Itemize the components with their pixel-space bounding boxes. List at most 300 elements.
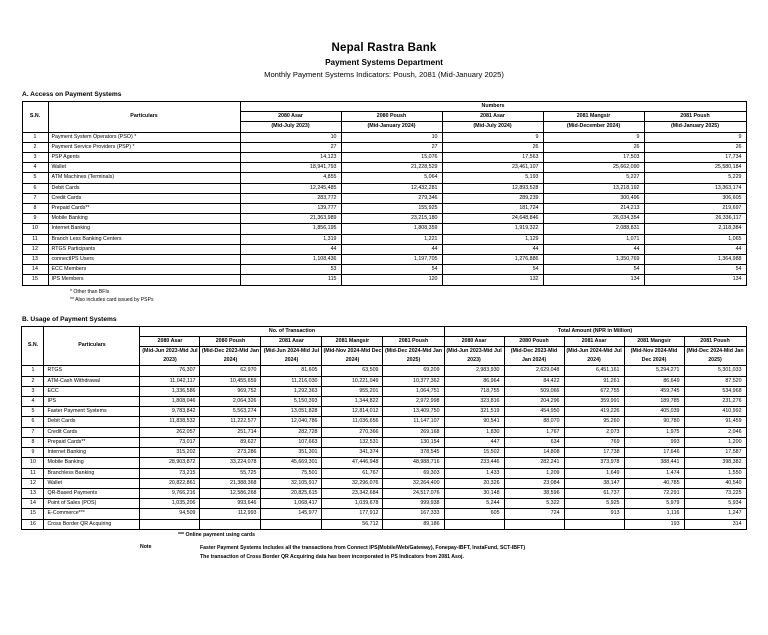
row-count xyxy=(200,519,261,529)
row-sn: 2 xyxy=(22,376,44,386)
row-value: 27 xyxy=(240,142,341,152)
page-title: Nepal Rastra Bank xyxy=(331,42,437,54)
table-row xyxy=(22,244,746,254)
table-row xyxy=(22,183,746,193)
row-value: 1,108,436 xyxy=(240,255,341,265)
col-header-sn-b: S.N. xyxy=(22,326,44,366)
col-header-particulars-b: Particulars xyxy=(44,326,140,366)
row-sn: 4 xyxy=(22,163,48,173)
row-amount: 454,950 xyxy=(504,407,564,417)
row-value: 9 xyxy=(442,132,543,142)
document-header xyxy=(0,42,768,79)
row-count: 132,531 xyxy=(322,437,383,447)
row-particular: Mobile Banking xyxy=(48,214,240,224)
row-value: 2,088,831 xyxy=(543,224,644,234)
row-count xyxy=(140,519,200,529)
row-count: 32,105,917 xyxy=(261,478,322,488)
col-header-period-bottom-3: (Mid-December 2024) xyxy=(543,122,644,132)
row-value: 18,941,793 xyxy=(240,163,341,173)
row-value: 13,218,192 xyxy=(543,183,644,193)
row-count: 378,545 xyxy=(383,448,444,458)
row-value: 1,221 xyxy=(341,234,442,244)
row-count: 32,264,400 xyxy=(383,478,444,488)
row-value: 120 xyxy=(341,275,442,285)
row-amount: 1,209 xyxy=(504,468,564,478)
row-count: 69,209 xyxy=(383,366,444,376)
row-particular: E-Commerce*** xyxy=(44,509,140,519)
row-count: 32,296,076 xyxy=(322,478,383,488)
row-value: 1,364,988 xyxy=(644,255,746,265)
row-amount: 87,520 xyxy=(684,376,746,386)
col-header-columns_count-bottom-1: (Mid-Dec 2023-Mid Jan 2024) xyxy=(200,347,261,366)
row-count: 5,563,274 xyxy=(200,407,261,417)
row-amount: 5,244 xyxy=(444,499,504,509)
table-row xyxy=(22,458,746,468)
row-count: 130,154 xyxy=(383,437,444,447)
col-header-sn: S.N. xyxy=(22,102,48,133)
row-amount: 410,992 xyxy=(684,407,746,417)
row-particular: RTGS Participants xyxy=(48,244,240,254)
col-header-columns_count-bottom-2: (Mid-Jun 2024-Mid Jul 2024) xyxy=(261,347,322,366)
row-count: 45,669,301 xyxy=(261,458,322,468)
row-count: 262,057 xyxy=(140,427,200,437)
row-count: 1,292,363 xyxy=(261,386,322,396)
row-value: 283,772 xyxy=(240,193,341,203)
row-count: 73,215 xyxy=(140,468,200,478)
row-count xyxy=(261,519,322,529)
row-value: 25,580,184 xyxy=(644,163,746,173)
row-value: 27 xyxy=(341,142,442,152)
row-amount: 88,070 xyxy=(504,417,564,427)
row-amount: 30,148 xyxy=(444,488,504,498)
row-amount: 40,540 xyxy=(684,478,746,488)
row-particular: Internet Banking xyxy=(44,448,140,458)
row-sn: 9 xyxy=(22,214,48,224)
row-sn: 7 xyxy=(22,427,44,437)
row-amount: 321,519 xyxy=(444,407,504,417)
row-amount: 5,925 xyxy=(564,499,624,509)
row-count: 251,714 xyxy=(200,427,261,437)
row-amount: 993 xyxy=(624,437,684,447)
row-particular: ECC Members xyxy=(48,265,240,275)
col-header-columns_count-bottom-3: (Mid-Nov 2024-Mid Dec 2024) xyxy=(322,347,383,366)
row-value: 1,071 xyxy=(543,234,644,244)
row-value: 13,363,174 xyxy=(644,183,746,193)
row-value: 15,076 xyxy=(341,153,442,163)
row-count: 2,972,998 xyxy=(383,397,444,407)
row-count: 112,993 xyxy=(200,509,261,519)
row-count: 9,766,216 xyxy=(140,488,200,498)
row-value: 44 xyxy=(543,244,644,254)
row-particular: Credit Cards xyxy=(48,193,240,203)
col-header-columns_amount-bottom-2: (Mid-Jun 2024-Mid Jul 2024) xyxy=(564,347,624,366)
table-row xyxy=(22,366,746,376)
row-count: 969,752 xyxy=(200,386,261,396)
col-header-columns_count-top-3: 2081 Mangsir xyxy=(322,336,383,346)
row-value: 132 xyxy=(442,275,543,285)
row-amount: 314 xyxy=(684,519,746,529)
row-count: 2,064,326 xyxy=(200,397,261,407)
row-sn: 16 xyxy=(22,519,44,529)
row-amount: 15,502 xyxy=(444,448,504,458)
row-value: 12,245,485 xyxy=(240,183,341,193)
row-count: 315,202 xyxy=(140,448,200,458)
row-amount: 724 xyxy=(504,509,564,519)
row-count: 167,333 xyxy=(383,509,444,519)
table-row xyxy=(22,193,746,203)
table-row xyxy=(22,519,746,529)
row-amount xyxy=(564,519,624,529)
row-count: 81,605 xyxy=(261,366,322,376)
row-count: 9,783,842 xyxy=(140,407,200,417)
row-value: 23,215,180 xyxy=(341,214,442,224)
row-count: 62,970 xyxy=(200,366,261,376)
row-amount: 1,550 xyxy=(684,468,746,478)
row-count: 341,374 xyxy=(322,448,383,458)
col-header-columns_count-bottom-0: (Mid-Jun 2023-Mid Jul 2023) xyxy=(140,347,200,366)
row-amount: 1,975 xyxy=(624,427,684,437)
row-amount: 5,294,271 xyxy=(624,366,684,376)
col-header-period-top-1: 2080 Poush xyxy=(341,112,442,122)
col-header-period-top-3: 2081 Mangsir xyxy=(543,112,644,122)
row-amount: 193 xyxy=(624,519,684,529)
row-sn: 15 xyxy=(22,275,48,285)
row-count: 75,501 xyxy=(261,468,322,478)
row-amount: 61,737 xyxy=(564,488,624,498)
row-count: 1,344,822 xyxy=(322,397,383,407)
table-row xyxy=(22,255,746,265)
row-count: 1,035,206 xyxy=(140,499,200,509)
row-amount: 913 xyxy=(564,509,624,519)
row-particular: Credit Cards xyxy=(44,427,140,437)
row-amount: 1,116 xyxy=(624,509,684,519)
row-value: 9 xyxy=(543,132,644,142)
section-b-title: B. Usage of Payment Systems xyxy=(22,315,117,323)
row-count: 47,446,948 xyxy=(322,458,383,468)
row-value: 214,213 xyxy=(543,204,644,214)
row-amount: 419,226 xyxy=(564,407,624,417)
row-value: 44 xyxy=(341,244,442,254)
row-particular: Payment System Operators (PSO) * xyxy=(48,132,240,142)
row-amount: 90,541 xyxy=(444,417,504,427)
row-amount: 1,433 xyxy=(444,468,504,478)
col-header-columns_amount-bottom-3: (Mid-Nov 2024-Mid Dec 2024) xyxy=(624,347,684,366)
row-count: 1,068,417 xyxy=(261,499,322,509)
row-count: 11,838,532 xyxy=(140,417,200,427)
row-value: 17,734 xyxy=(644,153,746,163)
table-row xyxy=(22,386,746,396)
row-count: 270,366 xyxy=(322,427,383,437)
row-sn: 13 xyxy=(22,255,48,265)
row-value: 14,123 xyxy=(240,153,341,163)
access-payment-systems-table xyxy=(22,101,747,286)
row-count: 10,455,659 xyxy=(200,376,261,386)
table-row xyxy=(22,407,746,417)
row-amount xyxy=(444,519,504,529)
table-row xyxy=(22,468,746,478)
row-count: 269,168 xyxy=(383,427,444,437)
row-amount: 95,260 xyxy=(564,417,624,427)
row-value: 26,336,117 xyxy=(644,214,746,224)
row-amount: 2,983,930 xyxy=(444,366,504,376)
row-sn: 3 xyxy=(22,386,44,396)
row-sn: 6 xyxy=(22,417,44,427)
row-amount: 769 xyxy=(564,437,624,447)
col-header-period-top-4: 2081 Poush xyxy=(644,112,746,122)
row-amount: 388,441 xyxy=(624,458,684,468)
row-count: 1,808,046 xyxy=(140,397,200,407)
row-amount: 91,261 xyxy=(564,376,624,386)
row-particular: ECC xyxy=(44,386,140,396)
row-sn: 14 xyxy=(22,265,48,275)
row-amount: 14,808 xyxy=(504,448,564,458)
row-count: 11,147,107 xyxy=(383,417,444,427)
row-value: 23,461,107 xyxy=(442,163,543,173)
row-value: 181,724 xyxy=(442,204,543,214)
row-value: 21,228,529 xyxy=(341,163,442,173)
col-header-period-bottom-4: (Mid-January 2025) xyxy=(644,122,746,132)
section-a-title: A. Access on Payment Systems xyxy=(22,91,122,98)
row-particular: RTGS xyxy=(44,366,140,376)
row-count: 11,222,577 xyxy=(200,417,261,427)
row-value: 134 xyxy=(543,275,644,285)
col-header-columns_amount-bottom-1: (Mid-Dec 2023-Mid Jan 2024) xyxy=(504,347,564,366)
row-amount: 5,934 xyxy=(684,499,746,509)
section-b-star-note: *** Online payment using cards xyxy=(178,531,255,538)
row-particular: Cross Border QR Acquiring xyxy=(44,519,140,529)
table-row xyxy=(22,265,746,275)
row-count: 76,307 xyxy=(140,366,200,376)
col-header-columns_count-bottom-4: (Mid-Dec 2024-Mid Jan 2025) xyxy=(383,347,444,366)
row-count: 89,627 xyxy=(200,437,261,447)
row-count: 177,912 xyxy=(322,509,383,519)
row-amount: 6,451,161 xyxy=(564,366,624,376)
row-amount: 38,596 xyxy=(504,488,564,498)
row-amount: 398,382 xyxy=(684,458,746,468)
col-header-period-top-2: 2081 Asar xyxy=(442,112,543,122)
row-amount: 373,978 xyxy=(564,458,624,468)
col-header-columns_amount-top-0: 2080 Asar xyxy=(444,336,504,346)
row-amount: 23,084 xyxy=(504,478,564,488)
row-count: 13,409,750 xyxy=(383,407,444,417)
row-value: 26 xyxy=(543,142,644,152)
row-sn: 12 xyxy=(22,478,44,488)
row-value: 17,503 xyxy=(543,153,644,163)
row-count: 24,517,076 xyxy=(383,488,444,498)
note-b-2: The transaction of Cross Border QR Acquiring data has been incorporated in PS Indicators from 2081 Asoj. xyxy=(200,553,464,560)
row-count: 11,036,656 xyxy=(322,417,383,427)
row-value: 26 xyxy=(442,142,543,152)
row-particular: Mobile Banking xyxy=(44,458,140,468)
row-particular: connectIPS Users xyxy=(48,255,240,265)
row-amount: 447 xyxy=(444,437,504,447)
row-value: 306,605 xyxy=(644,193,746,203)
row-count: 999,938 xyxy=(383,499,444,509)
row-value: 219,697 xyxy=(644,204,746,214)
row-amount: 84,422 xyxy=(504,376,564,386)
row-particular: Prepaid Cards** xyxy=(48,204,240,214)
table-row xyxy=(22,163,746,173)
row-particular: Point of Sales (POS) xyxy=(44,499,140,509)
row-count: 20,825,615 xyxy=(261,488,322,498)
row-sn: 2 xyxy=(22,142,48,152)
table-row xyxy=(22,224,746,234)
row-sn: 13 xyxy=(22,488,44,498)
row-sn: 7 xyxy=(22,193,48,203)
row-particular: Branch Less Banking Centers xyxy=(48,234,240,244)
row-count: 61,767 xyxy=(322,468,383,478)
col-header-columns_count-top-1: 2080 Poush xyxy=(200,336,261,346)
row-value: 1,919,322 xyxy=(442,224,543,234)
col-header-columns_amount-top-3: 2081 Mangsir xyxy=(624,336,684,346)
row-particular: ATM-Cash Withdrawal xyxy=(44,376,140,386)
row-sn: 5 xyxy=(22,407,44,417)
row-value: 1,319 xyxy=(240,234,341,244)
row-amount: 2,073 xyxy=(564,427,624,437)
row-amount: 605 xyxy=(444,509,504,519)
col-header-columns_amount-top-4: 2081 Poush xyxy=(684,336,746,346)
table-row xyxy=(22,214,746,224)
row-value: 53 xyxy=(240,265,341,275)
col-header-period-bottom-1: (Mid-January 2024) xyxy=(341,122,442,132)
row-count: 12,814,012 xyxy=(322,407,383,417)
row-count: 94,509 xyxy=(140,509,200,519)
table-row xyxy=(22,204,746,214)
row-count: 55,725 xyxy=(200,468,261,478)
col-header-columns_amount-bottom-0: (Mid-Jun 2023-Mid Jul 2023) xyxy=(444,347,504,366)
document-page xyxy=(0,42,768,635)
row-sn: 8 xyxy=(22,204,48,214)
row-particular: Internet Banking xyxy=(48,224,240,234)
row-amount: 73,225 xyxy=(684,488,746,498)
row-sn: 11 xyxy=(22,234,48,244)
row-amount: 1,474 xyxy=(624,468,684,478)
row-particular: Debit Cards xyxy=(44,417,140,427)
row-particular: Debit Cards xyxy=(48,183,240,193)
row-amount: 323,816 xyxy=(444,397,504,407)
row-particular: QR-Based Payments xyxy=(44,488,140,498)
row-value: 1,856,195 xyxy=(240,224,341,234)
row-particular: IPS Members xyxy=(48,275,240,285)
col-header-particulars: Particulars xyxy=(48,102,240,133)
note-b-1: Faster Payment Systems Includes all the transactions from Connect IPS(Mobile/Web/Gateway), Fonepay-IBFT, InstaFund, SCT-IBFT) xyxy=(200,544,526,551)
row-value: 12,893,528 xyxy=(442,183,543,193)
row-count: 145,977 xyxy=(261,509,322,519)
row-particular: Wallet xyxy=(44,478,140,488)
row-sn: 3 xyxy=(22,153,48,163)
row-value: 21,363,989 xyxy=(240,214,341,224)
note-a-2: ** Also includes card issued by PSPs xyxy=(70,296,154,303)
table-row xyxy=(22,417,746,427)
table-row xyxy=(22,478,746,488)
row-value: 139,777 xyxy=(240,204,341,214)
col-header-period-bottom-0: (Mid-July 2023) xyxy=(240,122,341,132)
row-count: 282,728 xyxy=(261,427,322,437)
row-count: 107,663 xyxy=(261,437,322,447)
row-sn: 4 xyxy=(22,397,44,407)
row-value: 300,496 xyxy=(543,193,644,203)
row-amount: 91,459 xyxy=(684,417,746,427)
row-amount: 5,979 xyxy=(624,499,684,509)
row-value: 17,563 xyxy=(442,153,543,163)
row-value: 115 xyxy=(240,275,341,285)
row-count: 12,040,786 xyxy=(261,417,322,427)
row-amount: 231,276 xyxy=(684,397,746,407)
row-count: 63,509 xyxy=(322,366,383,376)
row-count: 20,822,861 xyxy=(140,478,200,488)
row-value: 26 xyxy=(644,142,746,152)
row-count: 89,186 xyxy=(383,519,444,529)
row-count: 56,712 xyxy=(322,519,383,529)
col-header-period-bottom-2: (Mid-July 2024) xyxy=(442,122,543,132)
row-value: 10 xyxy=(341,132,442,142)
department-name: Payment Systems Department xyxy=(325,58,443,67)
row-value: 1,065 xyxy=(644,234,746,244)
row-particular: Payment Service Providers (PSP) * xyxy=(48,142,240,152)
row-value: 44 xyxy=(644,244,746,254)
row-sn: 10 xyxy=(22,224,48,234)
row-value: 1,350,769 xyxy=(543,255,644,265)
row-count: 21,388,368 xyxy=(200,478,261,488)
note-label: Note xyxy=(140,543,152,550)
row-count: 69,303 xyxy=(383,468,444,478)
row-count: 1,336,586 xyxy=(140,386,200,396)
row-amount: 1,200 xyxy=(684,437,746,447)
row-count: 1,039,678 xyxy=(322,499,383,509)
row-amount: 20,326 xyxy=(444,478,504,488)
row-value: 54 xyxy=(644,265,746,275)
col-header-columns_amount-top-2: 2081 Asar xyxy=(564,336,624,346)
row-amount: 634 xyxy=(504,437,564,447)
row-amount: 5,301,033 xyxy=(684,366,746,376)
row-value: 4,855 xyxy=(240,173,341,183)
row-amount: 86,649 xyxy=(624,376,684,386)
table-row xyxy=(22,234,746,244)
row-amount: 38,147 xyxy=(564,478,624,488)
row-count: 11,216,030 xyxy=(261,376,322,386)
row-amount: 189,785 xyxy=(624,397,684,407)
table-row xyxy=(22,132,746,142)
row-amount: 405,039 xyxy=(624,407,684,417)
row-particular: IPS xyxy=(44,397,140,407)
table-row xyxy=(22,488,746,498)
row-sn: 1 xyxy=(22,366,44,376)
row-sn: 5 xyxy=(22,173,48,183)
row-amount: 90,780 xyxy=(624,417,684,427)
row-count: 23,342,684 xyxy=(322,488,383,498)
row-value: 134 xyxy=(644,275,746,285)
row-value: 155,925 xyxy=(341,204,442,214)
col-header-period-top-0: 2080 Asar xyxy=(240,112,341,122)
row-particular: ATM Machines (Terminals) xyxy=(48,173,240,183)
row-value: 5,227 xyxy=(543,173,644,183)
row-amount: 17,738 xyxy=(564,448,624,458)
table-row xyxy=(22,173,746,183)
row-amount: 459,745 xyxy=(624,386,684,396)
row-sn: 14 xyxy=(22,499,44,509)
row-value: 9 xyxy=(644,132,746,142)
row-amount: 282,241 xyxy=(504,458,564,468)
table-row xyxy=(22,397,746,407)
usage-payment-systems-table xyxy=(21,326,746,530)
row-amount xyxy=(504,519,564,529)
row-value: 5,064 xyxy=(341,173,442,183)
section-a-notes xyxy=(70,288,768,304)
table-row xyxy=(22,509,746,519)
row-value: 54 xyxy=(442,265,543,275)
col-header-columns_amount-bottom-4: (Mid-Dec 2024-Mid Jan 2025) xyxy=(684,347,746,366)
col-header-columns_count-top-2: 2081 Asar xyxy=(261,336,322,346)
